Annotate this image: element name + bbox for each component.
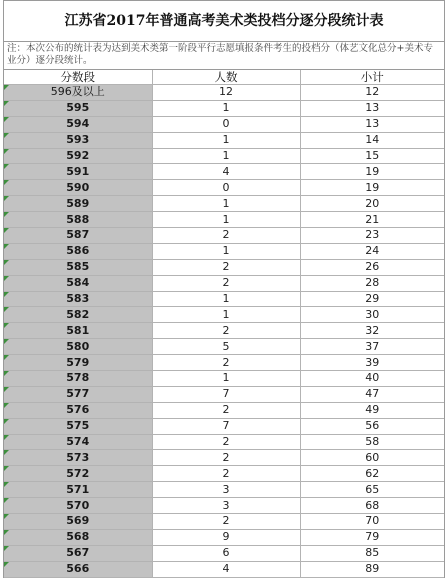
score-table	[4, 70, 444, 578]
sheet-title: 江苏省2017年普通高考美术类投档分逐分段统计表	[4, 0, 444, 42]
count-cell[interactable]: 12	[152, 85, 300, 101]
score-cell[interactable]: 593	[4, 132, 152, 148]
score-cell[interactable]: 587	[4, 228, 152, 244]
count-cell[interactable]: 2	[152, 259, 300, 275]
total-cell[interactable]: 89	[300, 561, 444, 577]
total-cell[interactable]: 15	[300, 148, 444, 164]
table-row	[4, 434, 444, 450]
total-cell[interactable]: 70	[300, 514, 444, 530]
header-row	[4, 70, 444, 85]
score-cell[interactable]: 595	[4, 100, 152, 116]
total-cell[interactable]: 24	[300, 243, 444, 259]
count-cell[interactable]: 3	[152, 498, 300, 514]
table-row	[4, 180, 444, 196]
total-cell[interactable]: 65	[300, 482, 444, 498]
table-row	[4, 529, 444, 545]
score-cell[interactable]: 579	[4, 355, 152, 371]
count-cell[interactable]: 2	[152, 228, 300, 244]
table-row	[4, 418, 444, 434]
table-row	[4, 482, 444, 498]
score-cell[interactable]: 582	[4, 307, 152, 323]
table-row	[4, 164, 444, 180]
total-cell[interactable]: 79	[300, 529, 444, 545]
count-cell[interactable]: 4	[152, 164, 300, 180]
score-cell[interactable]: 571	[4, 482, 152, 498]
score-cell[interactable]: 576	[4, 402, 152, 418]
table-row	[4, 561, 444, 577]
score-cell[interactable]: 572	[4, 466, 152, 482]
score-cell[interactable]: 578	[4, 371, 152, 387]
score-cell[interactable]: 577	[4, 386, 152, 402]
count-cell[interactable]: 2	[152, 466, 300, 482]
table-row	[4, 291, 444, 307]
count-cell[interactable]: 2	[152, 402, 300, 418]
count-cell[interactable]: 1	[152, 100, 300, 116]
table-row	[4, 275, 444, 291]
total-cell[interactable]: 26	[300, 259, 444, 275]
score-cell[interactable]: 574	[4, 434, 152, 450]
header-count[interactable]: 人数	[152, 70, 300, 85]
count-cell[interactable]: 6	[152, 545, 300, 561]
total-cell[interactable]: 56	[300, 418, 444, 434]
count-cell[interactable]: 1	[152, 212, 300, 228]
table-row	[4, 243, 444, 259]
table-row	[4, 212, 444, 228]
score-cell[interactable]: 581	[4, 323, 152, 339]
count-cell[interactable]: 2	[152, 434, 300, 450]
table-row	[4, 196, 444, 212]
score-cell[interactable]: 589	[4, 196, 152, 212]
total-cell[interactable]: 13	[300, 116, 444, 132]
score-cell[interactable]: 585	[4, 259, 152, 275]
table-row	[4, 100, 444, 116]
count-cell[interactable]: 5	[152, 339, 300, 355]
count-cell[interactable]: 1	[152, 307, 300, 323]
total-cell[interactable]: 12	[300, 85, 444, 101]
count-cell[interactable]: 2	[152, 450, 300, 466]
table-row	[4, 450, 444, 466]
table-row	[4, 371, 444, 387]
total-cell[interactable]: 21	[300, 212, 444, 228]
score-cell[interactable]: 588	[4, 212, 152, 228]
score-cell[interactable]: 567	[4, 545, 152, 561]
table-row	[4, 466, 444, 482]
score-cell[interactable]: 592	[4, 148, 152, 164]
score-cell[interactable]: 596及以上	[4, 85, 152, 101]
table-row	[4, 339, 444, 355]
total-cell[interactable]: 60	[300, 450, 444, 466]
score-cell[interactable]: 583	[4, 291, 152, 307]
count-cell[interactable]: 1	[152, 371, 300, 387]
table-row	[4, 307, 444, 323]
total-cell[interactable]: 39	[300, 355, 444, 371]
total-cell[interactable]: 20	[300, 196, 444, 212]
count-cell[interactable]: 1	[152, 196, 300, 212]
total-cell[interactable]: 68	[300, 498, 444, 514]
total-cell[interactable]: 37	[300, 339, 444, 355]
table-row	[4, 386, 444, 402]
count-cell[interactable]: 0	[152, 116, 300, 132]
table-row	[4, 259, 444, 275]
count-cell[interactable]: 7	[152, 386, 300, 402]
count-cell[interactable]: 7	[152, 418, 300, 434]
table-row	[4, 116, 444, 132]
count-cell[interactable]: 9	[152, 529, 300, 545]
table-row	[4, 545, 444, 561]
score-cell[interactable]: 568	[4, 529, 152, 545]
total-cell[interactable]: 14	[300, 132, 444, 148]
total-cell[interactable]: 30	[300, 307, 444, 323]
score-cell[interactable]: 573	[4, 450, 152, 466]
total-cell[interactable]: 28	[300, 275, 444, 291]
total-cell[interactable]: 32	[300, 323, 444, 339]
count-cell[interactable]: 1	[152, 148, 300, 164]
count-cell[interactable]: 0	[152, 180, 300, 196]
score-cell[interactable]: 584	[4, 275, 152, 291]
total-cell[interactable]: 13	[300, 100, 444, 116]
score-cell[interactable]: 586	[4, 243, 152, 259]
count-cell[interactable]: 1	[152, 291, 300, 307]
sheet-note: 注：本次公布的统计表为达到美术类第一阶段平行志愿填报条件考生的投档分（体艺文化总分+美术专业分）逐分段统计。	[4, 42, 444, 70]
total-cell[interactable]: 40	[300, 371, 444, 387]
total-cell[interactable]: 23	[300, 228, 444, 244]
total-cell[interactable]: 47	[300, 386, 444, 402]
spreadsheet	[3, 0, 445, 578]
table-row	[4, 323, 444, 339]
total-cell[interactable]: 62	[300, 466, 444, 482]
table-row	[4, 355, 444, 371]
score-cell[interactable]: 566	[4, 561, 152, 577]
count-cell[interactable]: 2	[152, 514, 300, 530]
table-row	[4, 132, 444, 148]
header-score[interactable]: 分数段	[4, 70, 152, 85]
total-cell[interactable]: 49	[300, 402, 444, 418]
header-total[interactable]: 小计	[300, 70, 444, 85]
count-cell[interactable]: 2	[152, 275, 300, 291]
score-cell[interactable]: 569	[4, 514, 152, 530]
total-cell[interactable]: 19	[300, 164, 444, 180]
total-cell[interactable]: 85	[300, 545, 444, 561]
score-cell[interactable]: 594	[4, 116, 152, 132]
table-row	[4, 402, 444, 418]
count-cell[interactable]: 2	[152, 323, 300, 339]
count-cell[interactable]: 3	[152, 482, 300, 498]
table-row	[4, 514, 444, 530]
table-row	[4, 498, 444, 514]
table-row	[4, 228, 444, 244]
total-cell[interactable]: 29	[300, 291, 444, 307]
table-row	[4, 85, 444, 101]
score-cell[interactable]: 570	[4, 498, 152, 514]
score-cell[interactable]: 575	[4, 418, 152, 434]
count-cell[interactable]: 1	[152, 243, 300, 259]
count-cell[interactable]: 1	[152, 132, 300, 148]
total-cell[interactable]: 19	[300, 180, 444, 196]
score-cell[interactable]: 580	[4, 339, 152, 355]
score-cell[interactable]: 591	[4, 164, 152, 180]
count-cell[interactable]: 2	[152, 355, 300, 371]
table-row	[4, 148, 444, 164]
count-cell[interactable]: 4	[152, 561, 300, 577]
total-cell[interactable]: 58	[300, 434, 444, 450]
score-cell[interactable]: 590	[4, 180, 152, 196]
